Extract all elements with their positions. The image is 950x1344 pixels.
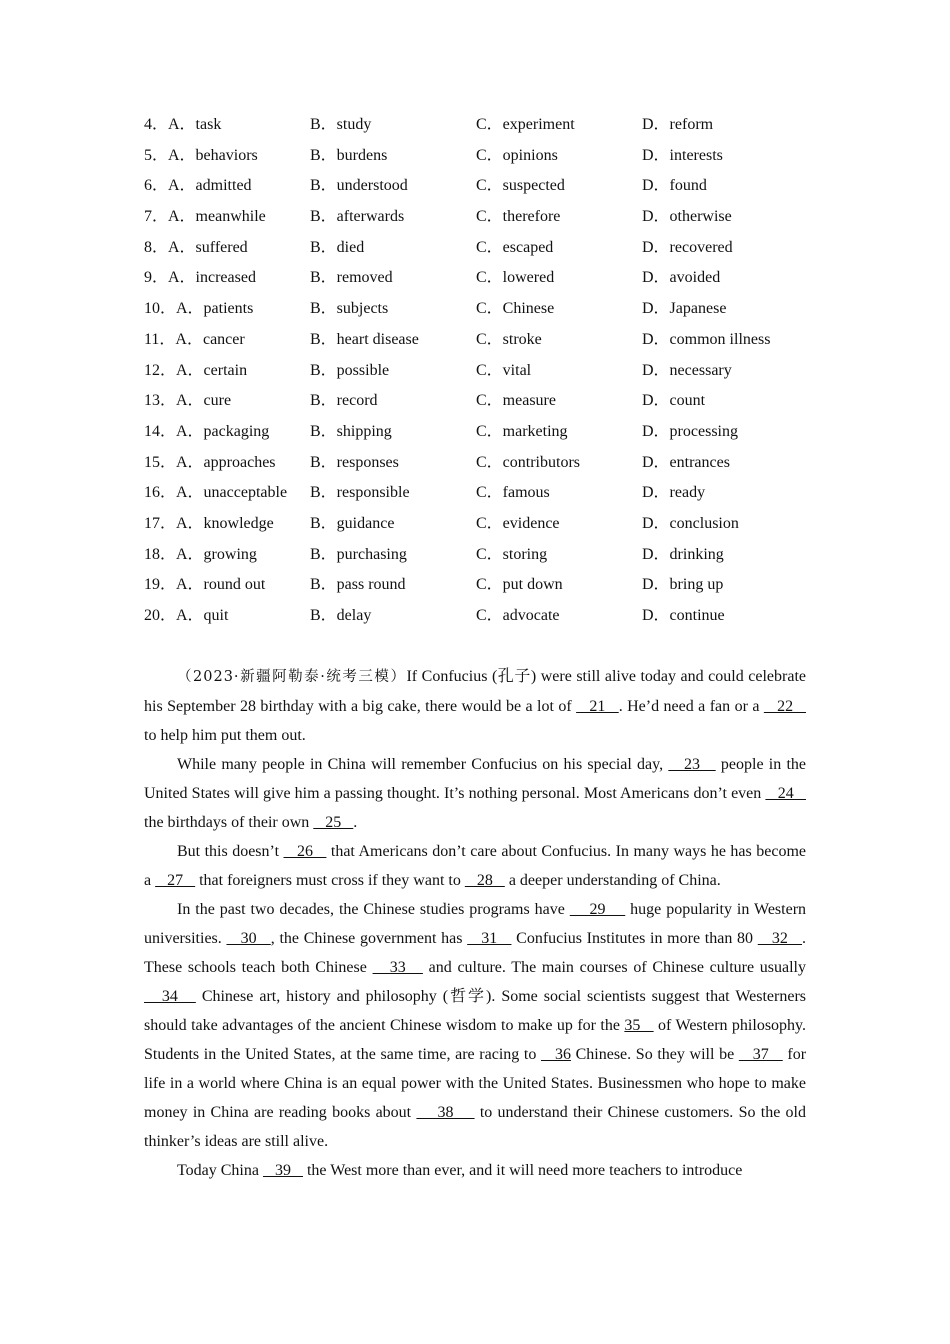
option-d: D．found: [642, 177, 707, 195]
option-d: D．drinking: [642, 545, 724, 563]
option-d: D．entrances: [642, 453, 730, 471]
option-b: B．burdens: [310, 146, 388, 164]
answer-blank: 31: [467, 930, 512, 947]
option-b: B．guidance: [310, 514, 395, 532]
option-c: C．opinions: [476, 146, 558, 164]
options-list: [144, 110, 814, 632]
answer-blank: 37: [738, 1046, 783, 1063]
option-a: 12．A．certain: [144, 361, 248, 379]
option-d: D．common illness: [642, 330, 771, 348]
option-b: B．purchasing: [310, 545, 407, 563]
option-b: B．possible: [310, 361, 390, 379]
option-a: 8．A．suffered: [144, 238, 248, 256]
option-a: 13．A．cure: [144, 392, 232, 410]
option-b: B．shipping: [310, 422, 392, 440]
option-d: D．processing: [642, 422, 738, 440]
option-a: 7．A．meanwhile: [144, 208, 266, 226]
option-d: D．ready: [642, 484, 706, 502]
option-a: 19．A．round out: [144, 576, 266, 594]
option-row: [144, 601, 814, 632]
option-b: B．died: [310, 238, 365, 256]
option-a: 6．A．admitted: [144, 177, 252, 195]
option-d: D．avoided: [642, 269, 721, 287]
option-c: C．contributors: [476, 453, 580, 471]
answer-blank: 28: [464, 872, 505, 889]
paragraph-4: In the past two decades, the Chinese studies programs have 29 huge popularity in Western universities. 30 , the Chinese government has 31 Confucius Institutes in more than 80 32 . These schools teach both Chinese 33 and culture. The main courses of Chinese culture usually 34 Chinese art, history and philosophy (哲学). Some social scientists suggest that Westerners should take advantages of the ancient Chinese wisdom to make up for the 35 of Western philosophy. Students in the United States, at the same time, are racing to 36 Chinese. So they will be 37 for life in a world where China is an equal power with the United States. Businessmen who hope to make money in China are reading books about 38 to understand their Chinese customers. So the old thinker’s ideas are still alive.: [144, 901, 807, 1150]
option-c: C．therefore: [476, 208, 561, 226]
option-b: B．removed: [310, 269, 393, 287]
answer-blank: 23: [668, 756, 716, 773]
option-c: C．evidence: [476, 514, 560, 532]
option-row: [144, 540, 814, 571]
option-row: [144, 141, 814, 172]
answer-blank: 36: [541, 1046, 571, 1063]
option-a: 17．A．knowledge: [144, 514, 274, 532]
option-a: 11．A．cancer: [144, 330, 245, 348]
option-d: D．bring up: [642, 576, 724, 594]
paragraph-1: （2023·新疆阿勒泰·统考三模）If Confucius (孔子) were still alive today and could celebrate his September 28 birthday with a big cake, there would be a lot of 21 . He’d need a fan or a 22 to help him put them out.: [144, 668, 807, 744]
option-a: 5．A．behaviors: [144, 146, 258, 164]
option-a: 16．A．unacceptable: [144, 484, 288, 502]
option-b: B．delay: [310, 607, 372, 624]
option-row: [144, 202, 814, 233]
option-a: 4．A．task: [144, 116, 222, 133]
option-c: C．escaped: [476, 238, 554, 256]
cloze-passage: [144, 662, 806, 1185]
option-row: [144, 263, 814, 294]
option-row: [144, 386, 814, 417]
option-a: 20．A．quit: [144, 607, 229, 624]
option-a: 10．A．patients: [144, 300, 254, 318]
answer-blank: 34: [144, 988, 196, 1005]
option-b: B．subjects: [310, 300, 389, 318]
option-row: [144, 356, 814, 387]
option-row: [144, 448, 814, 479]
option-c: C．put down: [476, 576, 563, 594]
option-a: 15．A．approaches: [144, 453, 276, 471]
option-b: B．record: [310, 392, 378, 410]
option-c: C．experiment: [476, 116, 575, 133]
option-c: C．measure: [476, 392, 556, 410]
option-c: C．advocate: [476, 607, 560, 624]
option-d: D．otherwise: [642, 208, 732, 226]
option-c: C．lowered: [476, 269, 555, 287]
answer-blank: 38: [416, 1104, 475, 1121]
option-b: B．pass round: [310, 576, 406, 594]
option-b: B．responses: [310, 453, 399, 471]
option-d: D．Japanese: [642, 300, 727, 318]
option-a: 14．A．packaging: [144, 422, 270, 440]
option-row: [144, 110, 814, 141]
source-label: （2023·新疆阿勒泰·统考三模）: [177, 669, 407, 685]
option-b: B．responsible: [310, 484, 410, 502]
option-d: D．count: [642, 392, 706, 410]
option-b: B．study: [310, 116, 372, 133]
option-d: D．recovered: [642, 238, 733, 256]
paragraph-3: But this doesn’t 26 that Americans don’t care about Confucius. In many ways he has become a 27 that foreigners must cross if they want to 28 a deeper understanding of China.: [144, 843, 806, 889]
option-row: [144, 171, 814, 202]
option-b: B．afterwards: [310, 208, 405, 226]
option-b: B．understood: [310, 177, 408, 195]
answer-blank: 32: [757, 930, 803, 947]
option-d: D．continue: [642, 607, 725, 624]
option-row: [144, 478, 814, 509]
answer-blank: 25: [313, 814, 354, 831]
option-row: [144, 233, 814, 264]
option-c: C．marketing: [476, 422, 568, 440]
option-a: 9．A．increased: [144, 269, 256, 287]
answer-blank: 26: [283, 843, 327, 860]
option-c: C．famous: [476, 484, 550, 502]
option-c: C．storing: [476, 545, 548, 563]
option-d: D．necessary: [642, 361, 732, 379]
answer-blank: 27: [155, 872, 196, 889]
option-row: [144, 294, 814, 325]
option-row: [144, 570, 814, 601]
option-row: [144, 509, 814, 540]
answer-blank: 22: [763, 698, 807, 715]
option-a: 18．A．growing: [144, 545, 257, 563]
option-d: D．conclusion: [642, 514, 739, 532]
option-d: D．interests: [642, 146, 723, 164]
option-b: B．heart disease: [310, 330, 419, 348]
paragraph-2: While many people in China will remember Confucius on his special day, 23 people in the United States will give him a passing thought. It’s nothing personal. Most Americans don’t even 24 the birthdays of their own 25 .: [144, 756, 807, 831]
paragraph-5: Today China 39 the West more than ever, and it will need more teachers to introduce: [177, 1162, 743, 1179]
answer-blank: 33: [372, 959, 423, 976]
option-c: C．suspected: [476, 177, 565, 195]
answer-blank: 29: [569, 901, 626, 918]
option-d: D．reform: [642, 116, 714, 133]
answer-blank: 35: [624, 1017, 654, 1034]
option-c: C．vital: [476, 361, 532, 379]
answer-blank: 30: [226, 930, 271, 947]
answer-blank: 39: [262, 1162, 303, 1179]
option-row: [144, 325, 814, 356]
option-c: C．Chinese: [476, 300, 555, 318]
option-c: C．stroke: [476, 330, 542, 348]
option-row: [144, 417, 814, 448]
answer-blank: 24: [765, 785, 806, 802]
answer-blank: 21: [576, 698, 619, 715]
